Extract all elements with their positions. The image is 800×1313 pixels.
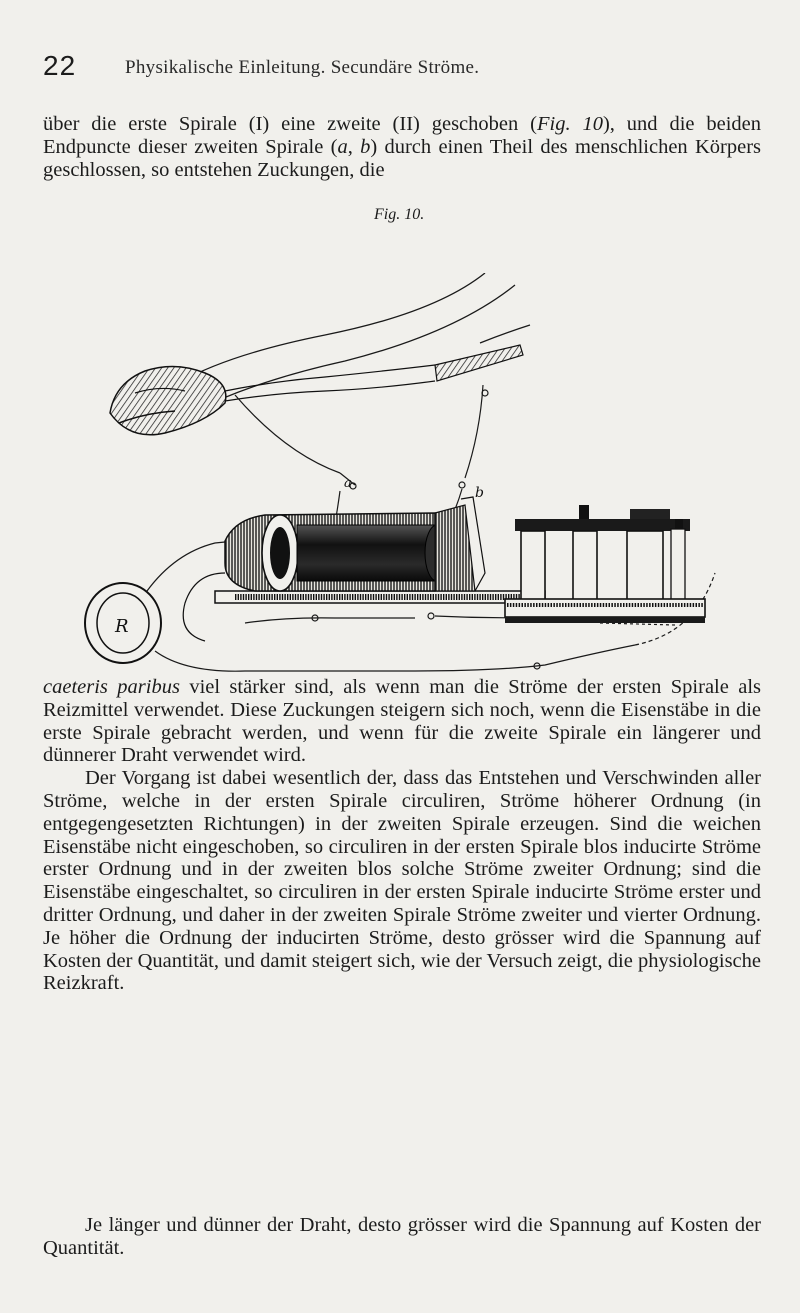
interrupter-frame xyxy=(505,505,705,623)
paragraph-continuation xyxy=(43,676,761,767)
separator: , xyxy=(347,135,361,158)
point-b-ref: b xyxy=(360,135,371,158)
paragraph-intro xyxy=(43,113,761,181)
paragraph-process: Der Vorgang ist dabei wesentlich der, dass das Entstehen und Verschwinden aller Ströme, welche in der ersten Spirale circuliren, Ströme höherer Ordnung (in entgegengesetzten Richtungen) in der zweiten Spirale erzeugen. Sind die weichen Eisenstäbe nicht eingeschoben, so circuliren in der ersten Spirale blos inducirte Ströme erster Ordnung und in der zweiten blos solche Ströme zweiter Ordnung; sind die Eisenstäbe eingeschaltet, so circuliren in der ersten Spirale inducirte Ströme erster und dritter Ordnung, und daher in der zweiten Spirale Ströme zweiter und vierter Ordnung. Je höher die Ordnung der inducirten Ströme, desto grösser wird die Spannung auf Kosten der Quantität, und damit steigert sich, wie der Versuch zeigt, die physiologische Reizkraft. xyxy=(43,767,761,995)
point-a-ref: a xyxy=(337,135,348,158)
apparatus-base xyxy=(215,591,545,603)
battery-label: R xyxy=(115,616,129,637)
intro-text-mid: ), und die beiden Endpuncte dieser zweiten Spirale ( xyxy=(43,113,762,158)
figure-induction-apparatus xyxy=(75,273,735,673)
figure-caption: Fig. 10. xyxy=(374,206,425,223)
body-text xyxy=(43,676,761,995)
battery-cell xyxy=(85,583,161,663)
hand-drawing xyxy=(110,345,523,435)
running-title: Physikalische Einleitung. Secundäre Ströme. xyxy=(125,57,480,78)
continuation-text: viel stärker sind, als wenn man die Ströme der ersten Spirale als Reizmittel verwendet. Diese Zuckungen steigern sich noch, wenn die Eisenstäbe in die erste Spirale gebracht werden, und wenn für die zweite Spirale ein längerer und dünnerer Draht verwendet wird. xyxy=(43,676,762,767)
point-a-label: a xyxy=(344,476,352,491)
page-number: 22 xyxy=(43,50,77,81)
secondary-coil xyxy=(183,497,485,641)
point-b-label: b xyxy=(475,485,484,501)
figure-reference: Fig. 10 xyxy=(536,113,603,135)
intro-text: über die erste Spirale (I) eine zweite (II) geschoben ( xyxy=(43,113,537,135)
latin-phrase: caeteris paribus xyxy=(43,676,180,698)
running-head xyxy=(43,50,763,84)
paragraph-wire-length: Je länger und dünner der Draht, desto grösser wird die Spannung auf Kosten der Quantität. xyxy=(43,1214,761,1259)
intro-text-end: ) durch einen Theil des menschlichen Körpers geschlossen, so entstehen Zuckungen, die xyxy=(43,135,761,181)
